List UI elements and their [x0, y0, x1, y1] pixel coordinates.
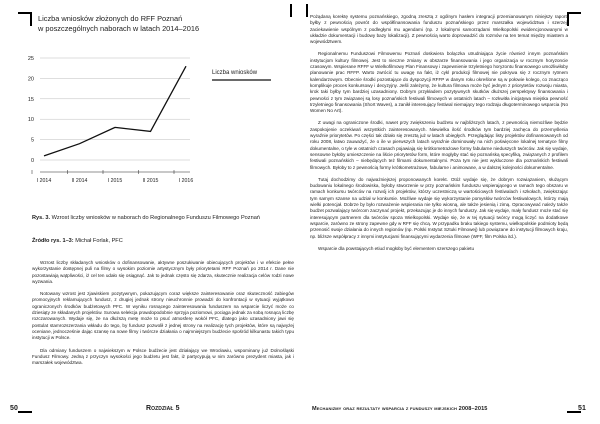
caption-label: Rys. 3. — [32, 215, 51, 221]
y-tick-label: 15 — [28, 96, 34, 103]
legend-label: Liczba wniosków — [212, 70, 258, 76]
line-chart — [28, 44, 298, 214]
right-page-number: 51 — [578, 405, 586, 412]
x-tick-label: II 2014 — [71, 178, 88, 184]
right-paragraph-3: Z uwagi na ograniczone środki, nawet przy zwiększeniu budżetu w najbliższych latach, z pewnością niemożliwe będzie zaspokojenie oczekiwań wszystkich zainteresowanych. Niewielka ilość środków tym bardziej zachęca do przemyślenia wyraźnie priorytetów. Po części tak działo się zresztą już w latach ubiegłych. Przeglądając listy projektów dofinansowanych od roku 2008, łatwo zauważyć, że o ile w pierwszych latach wyraźnie dominowały na nich poświęcone lokalnej tematyce filmy dokumentalne, o tyle w ostatnich czasach pojawiają się krótkometrażowe formy fabularne nieduszych twórców. Jak się wydaje, sensowne byłoby umieszczenie na liście priorytetów form, które mogłyby stać się poznańską specyfiką, związanych z profilem festiwali poznańskich – niebędących też filmami dokumentalnymi. Poza tym nie jest wykluczone dla poznańskich festiwali filmowych. Byłoby to z pewnością formy krótkometrażowe, fabularne i animowane, a w dalszej kolejności dokumentalne. — [310, 120, 568, 170]
left-running-footer: Rozdział 5 — [146, 405, 180, 412]
figure-caption — [32, 214, 272, 222]
left-page-number: 50 — [10, 405, 18, 412]
crop-mark-tr-h — [567, 12, 581, 14]
y-axis-ticks — [28, 56, 34, 164]
y-tick-label: 25 — [28, 56, 34, 62]
y-tick-label: 10 — [28, 117, 34, 124]
left-paragraph-1: Wzrost liczby składanych wniosków o dofinansowanie, aktywne poszukiwanie obiecujących projektów i w efekcie pełne wykorzystanie dostępnej puli na filmy o wysokim poziomie artystycznym były priorytetami RFF Poznań po 2014 r. Dane nie pozostawiają wątpliwości, iż cel ten udało się osiągnąć. Jak to jednak często się zdarza, skutecznie realizacja celów rodzi nowe wyzwania. — [32, 260, 294, 284]
y-tick-label: 5 — [30, 137, 34, 144]
chart-title-line2: w poszczególnych naborach w latach 2014–2016 — [38, 23, 200, 33]
caption-text: Wzrost liczby wniosków w naborach do Regionalnego Funduszu Filmowego Poznań — [50, 215, 260, 221]
chart-title-line1: Liczba wniosków złożonych do RFF Poznań — [38, 14, 183, 23]
y-tick-label: 20 — [28, 76, 34, 83]
source-label: Źródło rys. 1–3: — [32, 238, 74, 244]
left-body — [32, 260, 294, 366]
series-line — [44, 66, 186, 156]
x-tick-label: I 2016 — [178, 178, 194, 184]
source-text: Michał Forlak, PFC — [73, 238, 123, 244]
x-tick-label: II 2015 — [142, 178, 159, 184]
chart-series — [44, 66, 186, 156]
crop-mark-bl-h — [18, 411, 32, 413]
y-tick-label: 0 — [30, 158, 34, 164]
left-paragraph-2: Notowany wzrost jest zjawiskiem pozytywnym, pokazującym coraz większe zainteresowanie oraz skuteczność zabiegów promocyjnych reklamujących fundusz, z drugiej jednak strony nieuchronnie prowadzi do konfrontacji w sytuacji wyjątkowo ograniczonych środków budżetowych PFC. W wyniku rosnącego zainteresowania funduszem na wsparcie liczyć może co dziesiąty ze składanych projektów. Surowa selekcja prawdopodobnie sprzyja poziomowi, pociąga jednak za sobą rosnącą liczbę rozczarowanych. Wydaje się, że na dłuższą metę może to psuć atmosferę wokół PFC, dlatego jako uzasadniony jawi się postulat stamrozszerzania wkładu do tego, by fundusz pozwolił z jednej strony na realizację tych projektów, które są najwyżej oceniane, jednocześnie dając szansę na nowe filmy i twórcze działania o najmniejszym budżecie spośród kilkunastu takich typu instytucji w Polsce. — [32, 291, 294, 341]
right-paragraph-5: Wsparcie dla powstających etiud mogłoby być elementem szerszego pakietu — [318, 245, 475, 251]
left-paragraph-3: Dla odmiany funduszem o najwiekszym w Polsce budżecie jest działający we Wrocławiu, wspominany już Dolnośląski Fundusz Filmowy. Jedną z przyczyn wysokości jego budżetu jest fakt, iż partycypują w nim zarówno prezydent miasta, jak i marszałek województwa. — [32, 347, 294, 366]
right-paragraph-2: Regionalnemu Funduszowi Filmowemu Poznań doskwiera bolączka utrudniająca życie również innym poznańskim instytucjom kultury filmowej. Jest to nieczne zmiany w obszarze finansowania i jego organizacja w rocznym horyzoncie czasowym. Wspierane RFFF w Wielkofilmowy Plan Finansowy i zapewnienie trzyletniego horyzontu finansowego umożliwiłoby planowanie prac RFFP. Warto zwrócić tu uwagę na fakt, iż cykl produkcji filmowej nie pokrywa się z rocznym rytmem kalendarzowym. Obecnie środki pozostające do dyspozycji RFFP w danym roku określone są w połowie kolego, co znacząco komplikuje proces konkursowy i decyzyjny. Jeśli zależymy, że kultura filmowa może być jednym z priorytetów rozwoju miasta, krok taki byłby tym bardziej uzasadniony. Dobrym przykładem pozytywnych skutków dłuższej perspektywy finansowania i pewności z tym związanej są losy poznańskich festiwali filmowych w ostatnich latach – rozkwitła inicjatywa miejska pewność trzyletniego finansowania (Short Waves), a zanikł interesujący festiwal niemający tego rodzaju długoterminowego wsparcia (No Women No Art). — [310, 51, 568, 114]
right-paragraph-4: Tutaj dochodzimy do najważniejszej proponowanych korekt. Otóż wydaje się, że dobrym rozwiązaniem, służącym budowaniu lokalnego środowiska, byłoby stworzenie w przy poznańskim funduszu wspierającego w ramach tego obszaru w ramach konkursu twórców na rozwój ich projektów, którzy uczestniczą w wartościowych festiwalach i szkołach, zwiększając tym samym szanse na udział w konkursie. Możliwe wydaje się wykorzystanie pomysłów twórców festiwalowych, którzy mają wielki potencjał. Dobrze by było rozważenie wspierania nie tylko wiosną, ale także jesienią i zimą. Opracowywać należy także budżet pozwalający twórcom zaczynać projekt, przekazując je do innych funduszy. Jak się wydaje, mały fundusz może stać się interesującym partnerem dla twórców spoza Wielkopolski. Wydaje się, że w tej sytuacji twórcy mogą liczyć na dodatkowe wsparcie, zarówno ze strony zapewne gdy w RFF się chcą. W przypadku braku takiego systemu, wielkopolskie podmioty będą przenosić swoje działania do innych regionów (np. Polski Instytut Sztuki Filmowej) lub powiązane do instytucji filmowych kraju, np. bliższe współpracy z innymi instytucjami finansującymi wydarzenia filmowe (WFF, film Polska itd.). — [310, 176, 568, 239]
right-paragraph-1: Pożądaną korektę systemu poznańskiego, zgodną zresztą z ogólnym hasłem integracji przemianowanym niniejszy raport, byłby z pewnością powrót do współfinansowania funduszu poznańskiego przez marszałka województwa i szerzej, zaciekawienie wspólnym z podległymi mu agendami (np. z lokalnymi samorządami Wielkopolski ewidencjonowanymi w układzie dokumentacji i budowy bazy lokalizacji). Z pewnością warto doprowadzić do rozmów na ten temat między miastem a województwem. — [310, 14, 568, 45]
chart-grid — [40, 58, 190, 172]
right-running-footer: Mechanizmy oraz rezultaty wsparcia z funduszy miejskich 2008–2015 — [312, 406, 488, 412]
figure-source — [32, 238, 123, 244]
x-tick-label: I 2014 — [36, 178, 52, 184]
x-tick-label: I 2015 — [107, 178, 123, 184]
crop-mark-tc-v — [290, 4, 292, 17]
chart-legend — [212, 70, 271, 80]
right-body — [310, 14, 568, 252]
chart-title — [38, 14, 199, 33]
crop-mark-tl-v — [30, 12, 32, 26]
crop-mark-tc-v2 — [306, 4, 308, 17]
